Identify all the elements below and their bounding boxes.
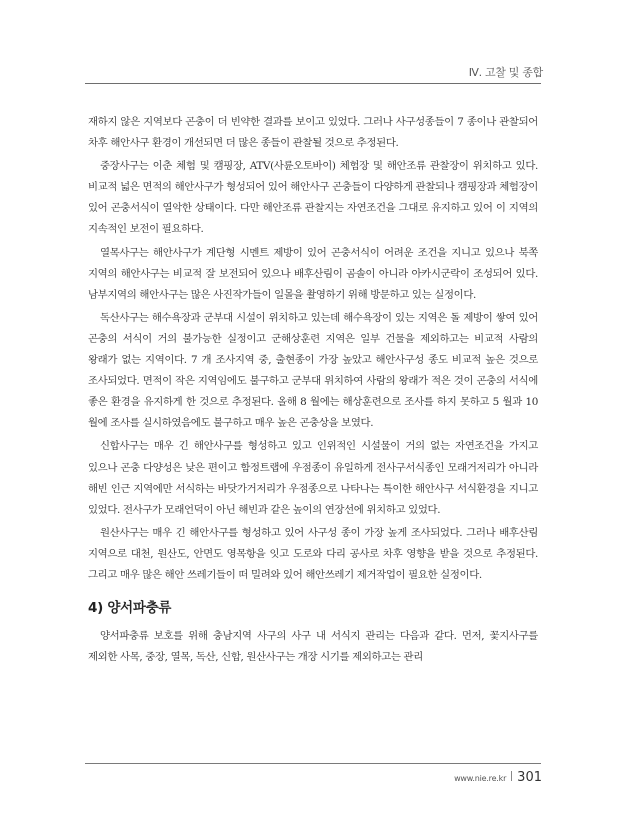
paragraph-continuation: 재하지 않은 지역보다 곤충이 더 빈약한 결과를 보이고 있었다. 그러나 사구성종들이 7 종이나 관찰되어 차후 해안사구 환경이 개선되면 더 많은 종들이 관찰될 것으로 추정된다. xyxy=(88,116,538,150)
section-header: Ⅳ. 고찰 및 종합 xyxy=(468,66,543,79)
footer-site: www.nie.re.kr xyxy=(454,774,507,783)
footer-separator xyxy=(511,771,512,781)
paragraph-sinhap: 신합사구는 매우 긴 해안사구를 형성하고 있고 인위적인 시설물이 거의 없는 자연조건을 가지고 있으나 곤충 다양성은 낮은 편이고 함정트랩에 우점종이 유일하게 전사구서식종인 모래거저리가 아니라 해빈 인근 지역에만 서식하는 바닷가거저리가 우점종으로 나타나는 특이한 해안사구 서식환경을 지니고 있었다. 전사구가 모래언덕이 아닌 해빈과 같은 높이의 연장선에 위치하고 있었다. xyxy=(88,440,538,516)
paragraph-yeolmok: 열목사구는 해안사구가 계단형 시멘트 제방이 있어 곤충서식이 어려운 조건을 지니고 있으나 북쪽 지역의 해안사구는 비교적 잘 보전되어 있으나 배후산림이 곰솔이 아니라 아카시군락이 조성되어 있다. 남부지역의 해안사구는 많은 사진작가들이 일몰을 촬영하기 위해 방문하고 있는 실정이다. xyxy=(88,246,538,301)
header-divider xyxy=(85,83,541,84)
page-number: 301 xyxy=(517,770,542,785)
paragraph-wonsan: 원산사구는 매우 긴 해안사구를 형성하고 있어 사구성 종이 가장 높게 조사되었다. 그러나 배후산림 지역으로 대천, 원산도, 안면도 영목항을 잇고 도로와 다리 공사로 차후 영향을 받을 것으로 추정된다. 그리고 매우 많은 해안 쓰레기들이 떠 밀려와 있어 해안쓰레기 제거작업이 필요한 실정이다. xyxy=(88,526,538,581)
paragraph-amphibians: 양서파충류 보호를 위해 충남지역 사구의 사구 내 서식지 관리는 다음과 같다. 먼저, 꽃지사구를 제외한 사목, 중장, 열목, 독산, 신합, 원산사구는 개장 시기를 제외하고는 관리 xyxy=(88,630,538,664)
body-text xyxy=(88,112,538,670)
page-footer xyxy=(454,770,542,785)
subsection-heading: 4) 양서파충류 xyxy=(88,600,172,617)
paragraph-doksan: 독산사구는 해수욕장과 군부대 시설이 위치하고 있는데 해수욕장이 있는 지역은 돌 제방이 쌓여 있어 곤충의 서식이 거의 불가능한 실정이고 군해상훈련 지역은 일부 건물을 제외하고는 비교적 사람의 왕래가 없는 지역이다. 7 개 조사지역 중, 출현종이 가장 높았고 해안사구성 종도 비교적 높은 것으로 조사되었다. 면적이 작은 지역임에도 불구하고 군부대 위치하여 사람의 왕래가 적은 것이 곤충의 서식에 좋은 환경을 유지하게 한 것으로 추정된다. 올해 8 월에는 해상훈련으로 조사를 하지 못하고 5 월과 10 월에 조사를 실시하였음에도 불구하고 매우 높은 곤충상을 보였다. xyxy=(88,311,538,430)
paragraph-jungjang: 중장사구는 이춘 체험 및 캠핑장, ATV(사륜오토바이) 체험장 및 해안조류 관찰장이 위치하고 있다. 비교적 넓은 면적의 해안사구가 형성되어 있어 해안사구 곤충들이 다양하게 관찰되나 캠핑장과 체험장이 있어 곤충서식이 열악한 상태이다. 다만 해안조류 관찰지는 자연조건을 그대로 유지하고 있어 이 지역의 지속적인 보전이 필요하다. xyxy=(88,160,538,236)
footer-divider xyxy=(85,763,541,764)
